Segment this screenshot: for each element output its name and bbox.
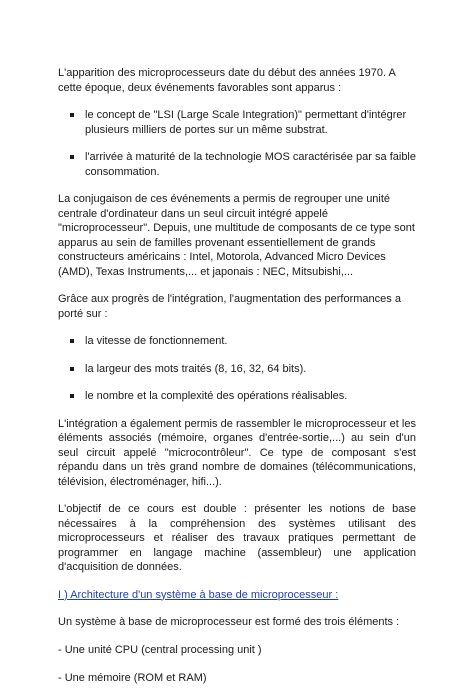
element-cpu: - Une unité CPU (central processing unit ) [58, 643, 262, 656]
list-item [58, 362, 416, 377]
list-item [58, 389, 416, 404]
list-item-text: l'arrivée à maturité de la technologie MOS caractérisée par sa faible consommation. [85, 151, 416, 178]
list-item [58, 150, 416, 179]
progres-paragraph: Grâce aux progrès de l'intégration, l'augmentation des performances a porté sur : [58, 293, 401, 320]
bullet-icon [70, 113, 74, 117]
list-item-text: le concept de "LSI (Large Scale Integration)" permettant d'intégrer plusieurs milliers de portes sur un même substrat. [85, 109, 407, 136]
bullet-icon [70, 394, 74, 398]
objectif-paragraph: L'objectif de ce cours est double : présenter les notions de base nécessaires à la compréhension des systèmes utilisant des microprocesseurs et réaliser des travaux pratiques permettant de programmer en langage machine (assembleur) une application d'acquisition de données. [58, 503, 416, 573]
list-item-text: la largeur des mots traités (8, 16, 32, 64 bits). [85, 362, 307, 375]
section-heading: I ) Architecture d'un système à base de microprocesseur : [58, 588, 339, 601]
intro-paragraph: L'apparition des microprocesseurs date du début des années 1970. A cette époque, deux événements favorables sont apparus : [58, 67, 396, 94]
bullet-icon [70, 367, 74, 371]
list-item-text: le nombre et la complexité des opérations réalisables. [85, 390, 348, 402]
element-memoire: - Une mémoire (ROM et RAM) [58, 672, 207, 684]
document-body [58, 66, 416, 700]
list-item-text: la vitesse de fonctionnement. [85, 335, 228, 347]
integration-paragraph: L'intégration a également permis de rassembler le microprocesseur et les éléments associés (mémoire, organes d'entrée-sortie,...) au sein d'un seul circuit appelé "microcontrôleur". Ce type de composant s'est répandu dans un très grand nombre de domaines (télécommunications, télévision, électroménager, hifi...). [58, 417, 416, 488]
list-item [58, 334, 416, 349]
section-intro-paragraph: Un système à base de microprocesseur est formé des trois éléments : [58, 616, 400, 628]
bullet-icon [70, 339, 74, 343]
bullet-icon [70, 155, 74, 159]
progres-bullet-list [58, 334, 416, 404]
list-item [58, 108, 416, 137]
intro-bullet-list [58, 108, 416, 179]
conjugaison-paragraph: La conjugaison de ces événements a permis de regrouper une unité centrale d'ordinateur dans un seul circuit intégré appelé "microprocesseur". Depuis, une multitude de composants de ce type sont apparus au sein de familles provenant essentiellement de grands constructeurs américains : Intel, Motorola, Advanced Micro Devices (AMD), Texas Instruments,... et japonais : NEC, Mitsubishi,... [58, 193, 415, 278]
